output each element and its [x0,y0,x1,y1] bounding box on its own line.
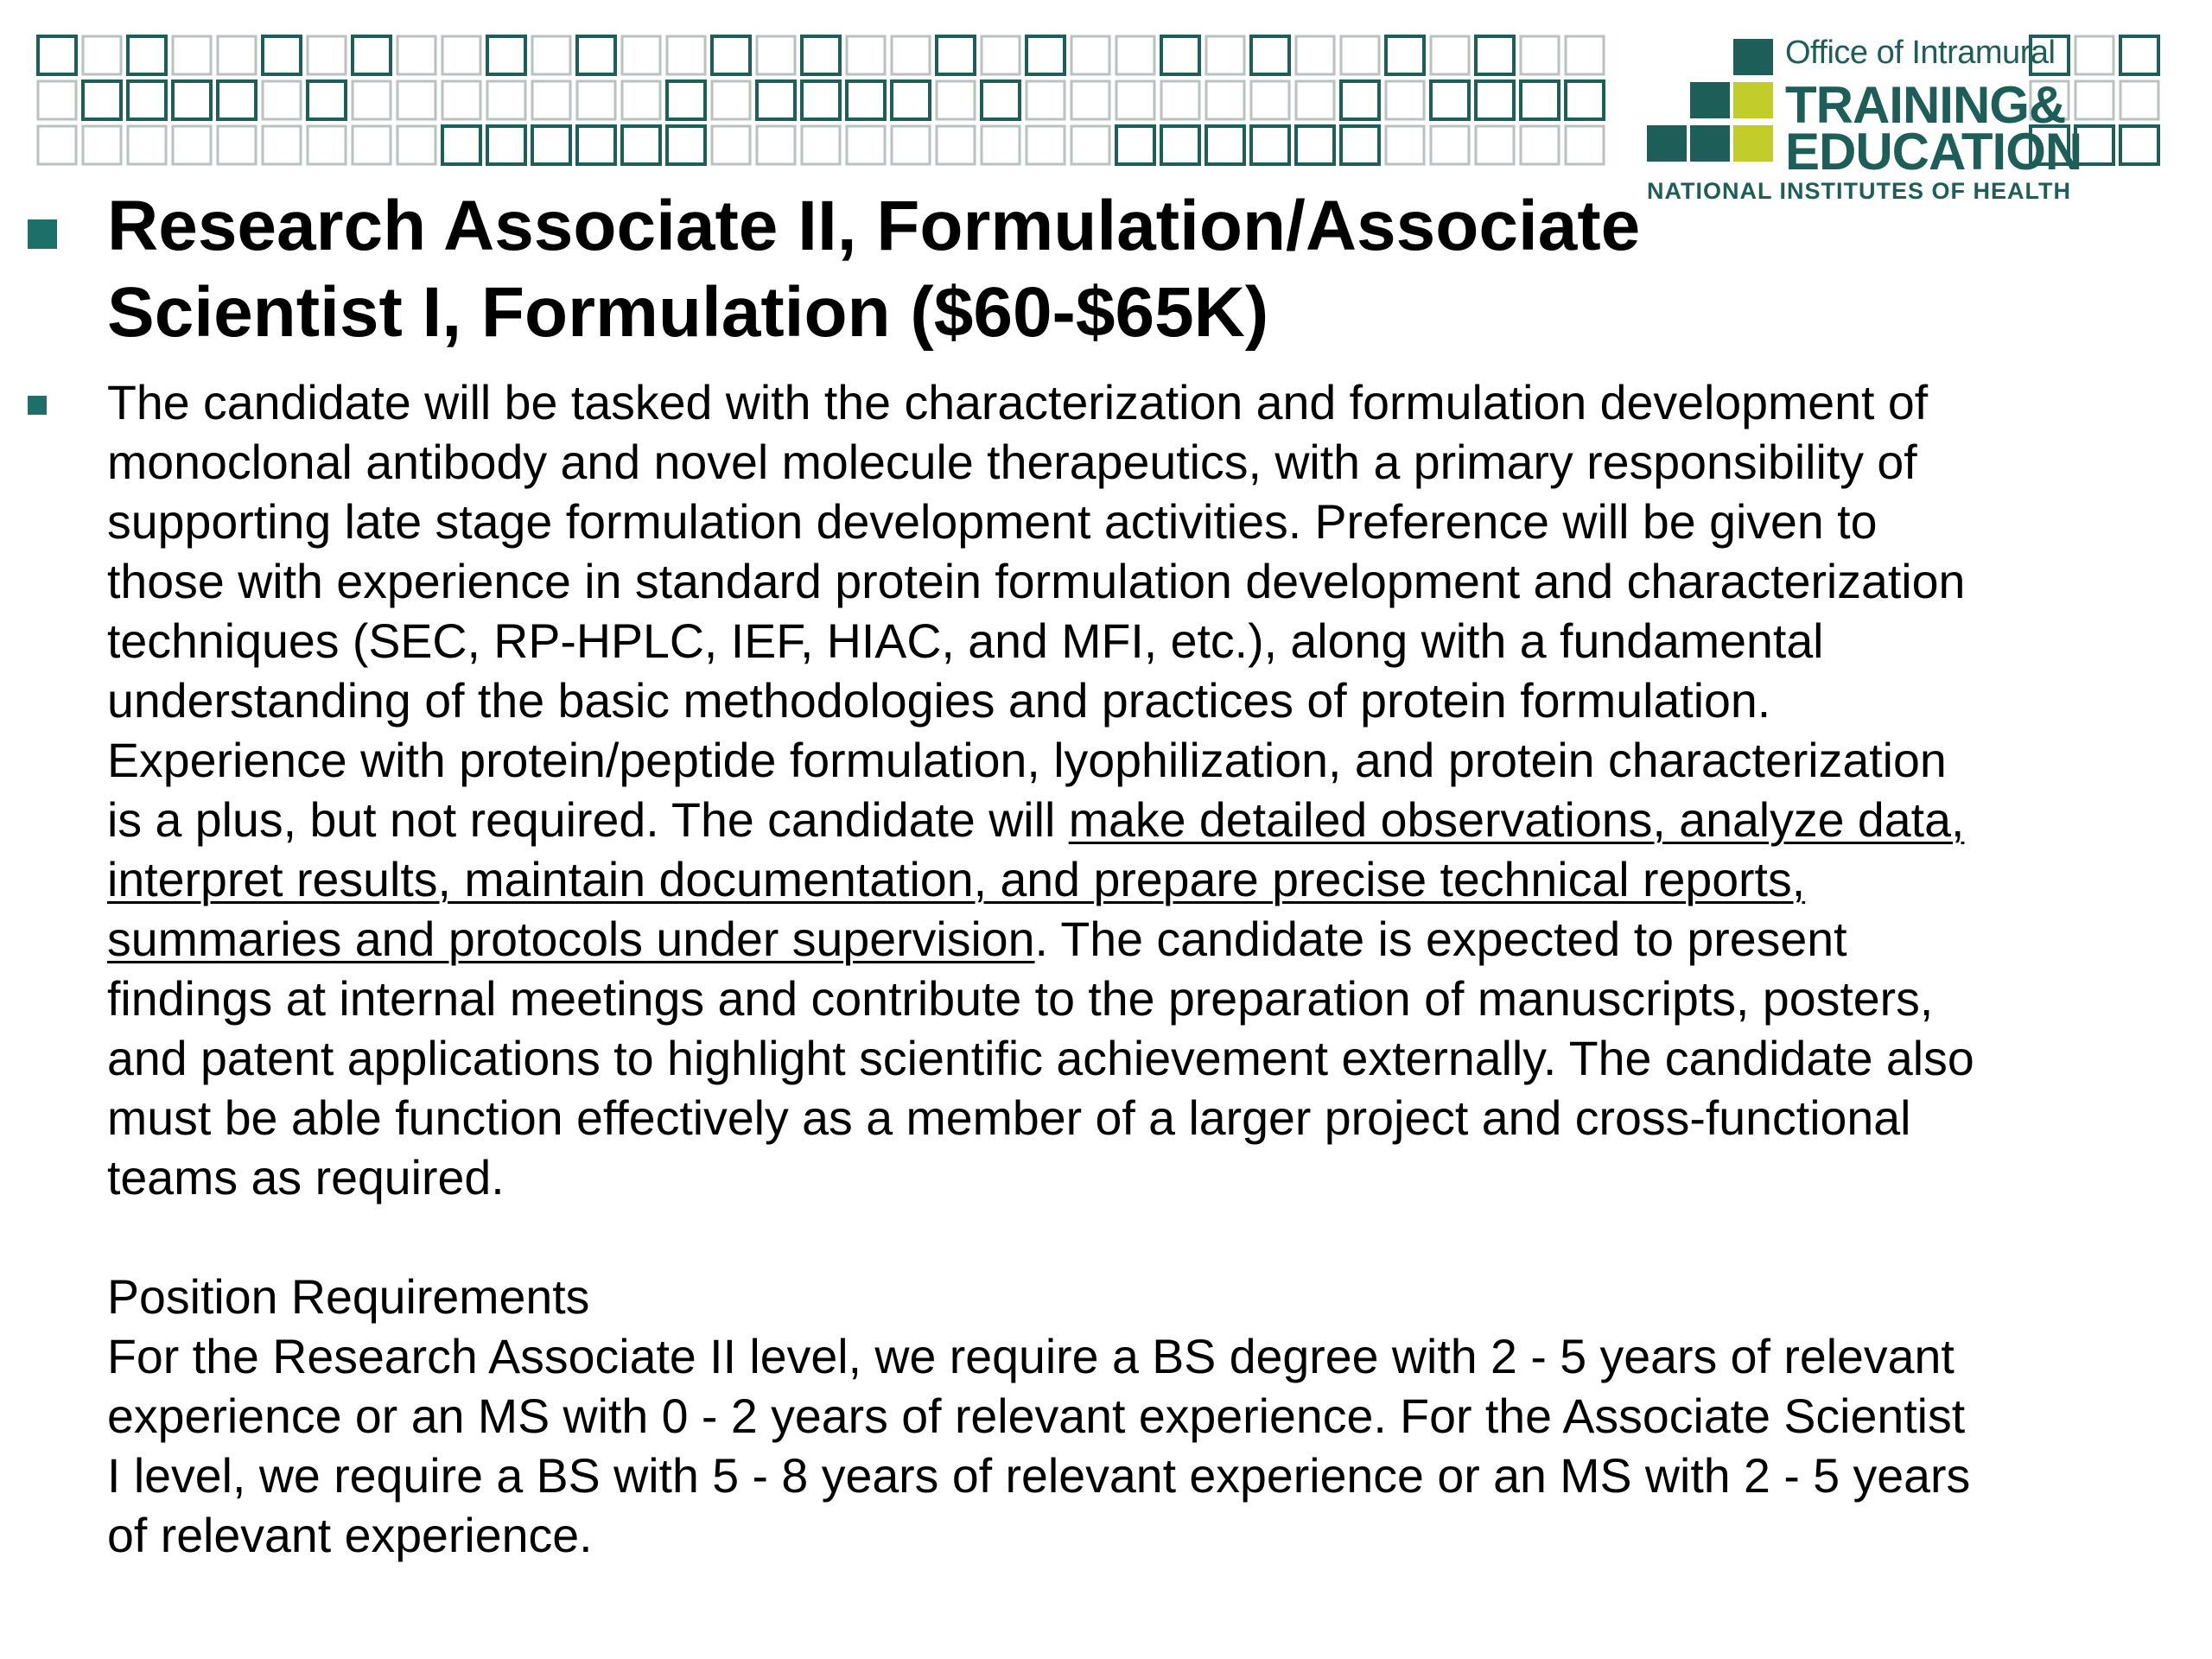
pattern-square [1386,81,1424,119]
pattern-square [353,126,391,164]
pattern-square [1027,81,1065,119]
pattern-square [1206,126,1244,164]
pattern-square [38,81,76,119]
pattern-square [757,81,795,119]
pattern-square [128,81,166,119]
pattern-square [128,36,166,74]
pattern-square [308,126,346,164]
requirements-text: For the Research Associate II level, we require a BS degree with 2 - 5 years of relevant experience or an MS with 0 - 2 years of relevant experience. For the Associate Scientist I level, we require a BS with 5 - 8 years of relevant experience or an MS with 2 - 5 years of relevant experience. [107,1330,1971,1562]
pattern-square [757,126,795,164]
pattern-square [173,36,211,74]
pattern-square [218,126,256,164]
pattern-square [937,126,975,164]
pattern-square [218,36,256,74]
pattern-square [712,126,750,164]
pattern-square [1341,126,1379,164]
pattern-square [982,36,1020,74]
pattern-square [1296,126,1334,164]
pattern-square [1521,81,1559,119]
pattern-square [532,36,570,74]
pattern-square [1386,126,1424,164]
pattern-square [667,36,705,74]
pattern-square [577,36,615,74]
pattern-square [263,81,301,119]
pattern-square [353,81,391,119]
pattern-square [847,81,885,119]
pattern-square [397,81,435,119]
pattern-square [442,36,480,74]
pattern-square [622,81,660,119]
pattern-square [847,126,885,164]
pattern-square [667,126,705,164]
pattern-square [847,36,885,74]
pattern-square [38,36,76,74]
logo-training-text: TRAINING& [1785,76,2066,134]
pattern-square [667,81,705,119]
pattern-square [1296,81,1334,119]
page-title: Research Associate II, Formulation/Associate Scientist I, Formulation ($60-$65K) [107,187,1641,352]
pattern-square [892,126,930,164]
description-underlined-duties: make detailed observations, analyze data, interpret results, maintain documentation, and prepare precise technical reports, summaries and protocols under supervision [107,793,1965,966]
pattern-square [802,81,840,119]
pattern-square [1296,36,1334,74]
pattern-square [1116,36,1154,74]
pattern-square [397,36,435,74]
pattern-square [1431,36,1469,74]
pattern-square [1161,126,1199,164]
pattern-square [1251,36,1289,74]
pattern-square [1161,36,1199,74]
pattern-square [1521,126,1559,164]
pattern-square [2120,81,2158,119]
pattern-square [802,36,840,74]
pattern-square [218,81,256,119]
pattern-square [1027,126,1065,164]
job-description [107,373,1991,1566]
pattern-square [83,81,121,119]
pattern-square [173,126,211,164]
pattern-square [712,36,750,74]
logo-office-text: Office of Intramural [1785,35,2056,71]
requirements-section [107,1268,1991,1566]
pattern-square [1566,36,1604,74]
pattern-square [622,126,660,164]
pattern-square [1251,81,1289,119]
oite-logo [1647,35,2082,207]
pattern-square [487,81,525,119]
pattern-square [173,81,211,119]
pattern-square [263,36,301,74]
pattern-square [982,81,1020,119]
pattern-square [128,126,166,164]
pattern-square [577,126,615,164]
pattern-square [2120,126,2158,164]
pattern-square [1431,81,1469,119]
bullet-square-icon [28,396,47,415]
pattern-square [892,81,930,119]
pattern-square [83,126,121,164]
pattern-square [892,36,930,74]
pattern-square [1251,126,1289,164]
pattern-square [2120,36,2158,74]
pattern-square [622,36,660,74]
pattern-square [757,36,795,74]
pattern-square [1116,126,1154,164]
pattern-square [532,126,570,164]
pattern-square [937,81,975,119]
pattern-square [1341,81,1379,119]
pattern-square [487,36,525,74]
pattern-square [83,36,121,74]
pattern-square [2075,36,2113,74]
pattern-square [1027,36,1065,74]
pattern-square [308,81,346,119]
pattern-square [532,81,570,119]
pattern-square [1341,36,1379,74]
pattern-square [577,81,615,119]
requirements-heading: Position Requirements [107,1270,590,1324]
pattern-square [1476,126,1514,164]
pattern-square [1161,81,1199,119]
pattern-square [397,126,435,164]
pattern-square [353,36,391,74]
pattern-square [1071,126,1109,164]
pattern-square [1116,81,1154,119]
pattern-square [937,36,975,74]
logo-blocks-icon [1647,35,1785,173]
pattern-square [1476,36,1514,74]
pattern-square [1071,36,1109,74]
pattern-square [802,126,840,164]
description-intro: The candidate will be tasked with the characterization and formulation development of monoclonal antibody and novel molecule therapeutics, with a primary responsibility of supporting late stage formulation development activities. Preference will be given to those with experience in standard protein formulation development and characterization techniques (SEC, RP-HPLC, IEF, HIAC, and MFI, etc.), along with a fundamental understanding of the basic methodologies and practices of protein formulation. Experience with protein/peptide formulation, lyophilization, and protein characterization is a plus, but not required. The candidate will [107,376,1966,847]
pattern-square [1206,36,1244,74]
pattern-square [442,126,480,164]
pattern-square [487,126,525,164]
pattern-square [712,81,750,119]
pattern-square [1431,126,1469,164]
pattern-square [1071,81,1109,119]
pattern-square [982,126,1020,164]
pattern-square [1476,81,1514,119]
pattern-square [1206,81,1244,119]
description-outro: . The candidate is expected to present findings at internal meetings and contribute to the preparation of manuscripts, posters, and patent applications to highlight scientific achievement externally. The candidate also must be able function effectively as a member of a larger project and cross-functional teams as required. [107,912,1974,1205]
bullet-square-icon [28,219,57,249]
pattern-square [1566,81,1604,119]
logo-education-text: EDUCATION [1785,123,2082,181]
pattern-square [2075,81,2113,119]
pattern-square [1566,126,1604,164]
pattern-square [38,126,76,164]
pattern-square [308,36,346,74]
pattern-square [1386,36,1424,74]
pattern-square [263,126,301,164]
pattern-square [1521,36,1559,74]
pattern-square [442,81,480,119]
logo-nih-text: NATIONAL INSTITUTES OF HEALTH [1647,178,2071,204]
